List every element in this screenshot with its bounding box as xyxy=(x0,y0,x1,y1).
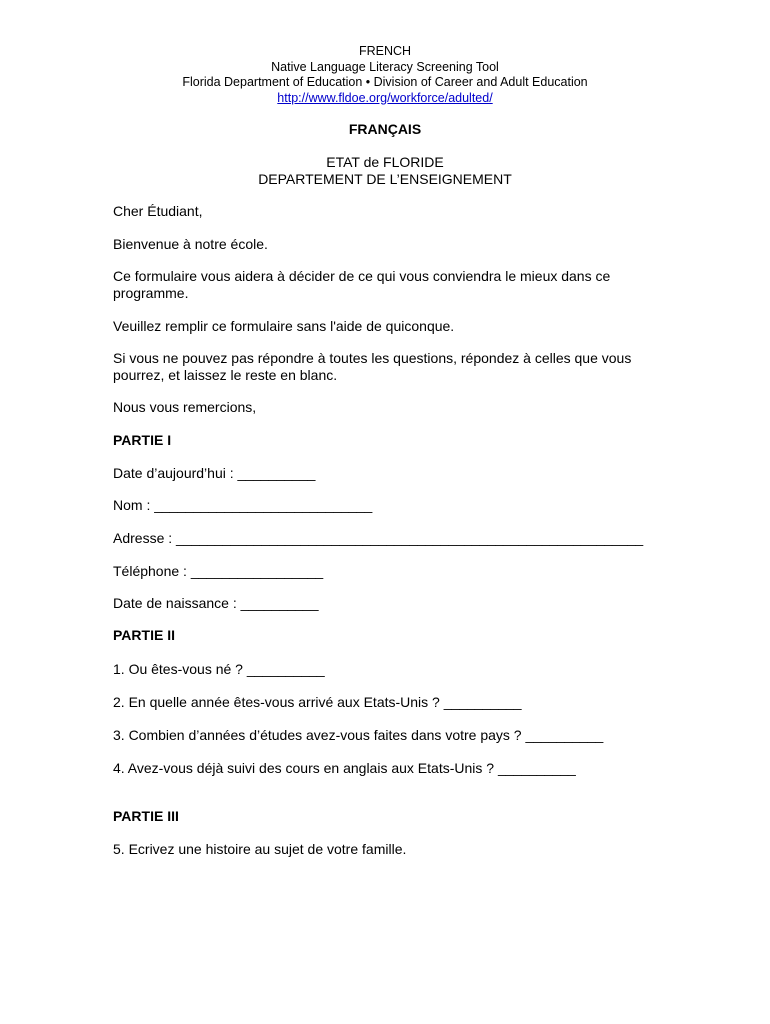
address-field[interactable]: Adresse : ____________________________________________________________ xyxy=(113,530,644,546)
part1-heading: PARTIE I xyxy=(113,432,172,448)
letter-partial: Si vous ne pouvez pas répondre à toutes les questions, répondez à celles que vous pourrez, et laissez le reste en blanc. xyxy=(113,350,632,383)
date-today-field[interactable]: Date d’aujourd’hui : __________ xyxy=(113,465,316,481)
language-heading: FRANÇAIS xyxy=(348,121,422,137)
phone-field[interactable]: Téléphone : _________________ xyxy=(113,563,324,579)
header-department: Florida Department of Education • Division of Career and Adult Education xyxy=(182,75,588,89)
question-4-field[interactable]: 4. Avez-vous déjà suivi des cours en anglais aux Etats-Unis ? __________ xyxy=(113,760,576,776)
name-field[interactable]: Nom : ____________________________ xyxy=(113,497,373,513)
header-language: FRENCH xyxy=(358,44,412,58)
header-url-link[interactable]: http://www.fldoe.org/workforce/adulted/ xyxy=(277,90,493,105)
letter-greeting: Cher Étudiant, xyxy=(113,203,203,219)
question-2-field[interactable]: 2. En quelle année êtes-vous arrivé aux Etats-Unis ? __________ xyxy=(113,694,522,710)
letter-closing: Nous vous remercions, xyxy=(113,399,257,415)
document-header xyxy=(0,44,770,106)
header-tool-name: Native Language Literacy Screening Tool xyxy=(271,59,499,74)
part2-heading: PARTIE II xyxy=(113,627,175,643)
state-heading: ETAT de FLORIDE xyxy=(326,154,444,170)
letter-purpose: Ce formulaire vous aidera à décider de ce qui vous conviendra le mieux dans ce programme. xyxy=(113,268,611,301)
question-1-field[interactable]: 1. Ou êtes-vous né ? __________ xyxy=(113,661,325,677)
birth-date-field[interactable]: Date de naissance : __________ xyxy=(113,595,319,611)
department-heading: DEPARTEMENT DE L’ENSEIGNEMENT xyxy=(258,171,512,187)
question-5-prompt: 5. Ecrivez une histoire au sujet de votre famille. xyxy=(113,841,407,857)
part3-heading: PARTIE III xyxy=(113,808,179,824)
letter-welcome: Bienvenue à notre école. xyxy=(113,236,268,252)
letter-instruction: Veuillez remplir ce formulaire sans l'aide de quiconque. xyxy=(113,318,455,334)
question-3-field[interactable]: 3. Combien d’années d’études avez-vous faites dans votre pays ? __________ xyxy=(113,727,604,743)
